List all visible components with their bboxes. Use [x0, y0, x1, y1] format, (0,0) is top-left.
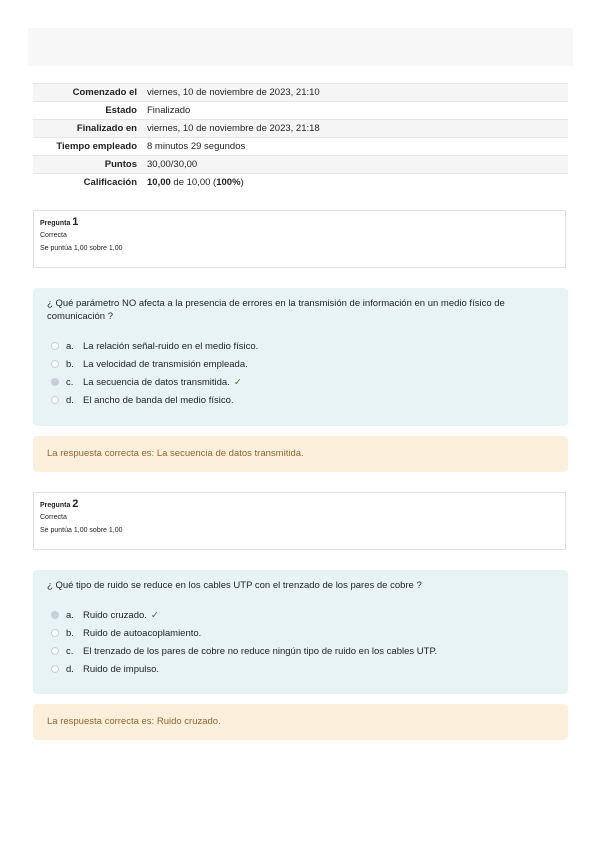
answer-option[interactable]	[47, 660, 554, 678]
check-icon: ✓	[233, 376, 242, 388]
question-info-1	[33, 210, 566, 268]
grade-of: de 10,00	[173, 177, 211, 188]
top-header-bar	[28, 28, 573, 66]
summary-row-state	[33, 102, 568, 120]
answer-option[interactable]	[47, 624, 554, 642]
question-state: Correcta	[40, 232, 67, 239]
option-letter: b.	[66, 627, 74, 639]
summary-value: viernes, 10 de noviembre de 2023, 21:10	[147, 87, 320, 98]
option-letter: a.	[66, 609, 74, 621]
option-text: El ancho de banda del medio físico.	[83, 394, 234, 406]
summary-label: Tiempo empleado	[56, 141, 137, 152]
question-state: Correcta	[40, 514, 67, 521]
summary-row-grade	[33, 174, 568, 192]
question-info-2	[33, 492, 566, 550]
answer-option[interactable]	[47, 606, 554, 624]
summary-label: Comenzado el	[72, 87, 137, 98]
question-content-1	[33, 288, 568, 426]
option-letter: d.	[66, 663, 74, 675]
answer-option[interactable]	[47, 337, 554, 355]
summary-row-finished	[33, 120, 568, 138]
radio-icon[interactable]	[51, 629, 59, 637]
question-content-2	[33, 570, 568, 694]
summary-row-started	[33, 84, 568, 102]
summary-row-points	[33, 156, 568, 174]
option-text: La relación señal-ruido en el medio físico.	[83, 340, 259, 352]
question-label: Pregunta	[40, 220, 71, 227]
option-text: Ruido de impulso.	[83, 663, 160, 675]
summary-label: Calificación	[83, 177, 137, 188]
summary-value: 10,00 de 10,00 (100%)	[147, 177, 244, 188]
option-letter: a.	[66, 340, 74, 352]
answer-option[interactable]	[47, 373, 554, 391]
grade-value: 10,00	[147, 177, 171, 188]
question-label: Pregunta	[40, 502, 71, 509]
option-letter: b.	[66, 358, 74, 370]
question-number	[40, 217, 559, 229]
radio-icon[interactable]	[51, 647, 59, 655]
attempt-summary-table	[33, 83, 568, 191]
radio-icon[interactable]	[51, 611, 59, 619]
summary-row-time	[33, 138, 568, 156]
question-mark: Se puntúa 1,00 sobre 1,00	[40, 245, 123, 252]
option-text: El trenzado de los pares de cobre no reduce ningún tipo de ruido en los cables UTP.	[83, 645, 438, 657]
option-letter: d.	[66, 394, 74, 406]
summary-label: Estado	[105, 105, 137, 116]
radio-icon[interactable]	[51, 342, 59, 350]
answer-option[interactable]	[47, 355, 554, 373]
answer-option[interactable]	[47, 642, 554, 660]
question-number-value: 2	[72, 498, 79, 510]
grade-percent: 100%	[216, 177, 241, 188]
answer-option[interactable]	[47, 391, 554, 409]
question-number	[40, 499, 559, 511]
summary-value: viernes, 10 de noviembre de 2023, 21:18	[147, 123, 320, 134]
question-text: ¿ Qué parámetro NO afecta a la presencia de errores en la transmisión de información en un medio físico de comunicación ?	[47, 298, 505, 322]
radio-icon[interactable]	[51, 396, 59, 404]
option-text: Ruido de autoacoplamiento.	[83, 627, 202, 639]
summary-value: Finalizado	[147, 105, 191, 116]
question-mark: Se puntúa 1,00 sobre 1,00	[40, 527, 123, 534]
option-text: La velocidad de transmisión empleada.	[83, 358, 248, 370]
question-number-value: 1	[72, 216, 79, 228]
radio-icon[interactable]	[51, 665, 59, 673]
summary-value: 30,00/30,00	[147, 159, 198, 170]
check-icon: ✓	[150, 609, 159, 621]
correct-answer-feedback-1: La respuesta correcta es: La secuencia de datos transmitida.	[33, 436, 568, 472]
option-text: Ruido cruzado.	[83, 609, 147, 621]
option-letter: c.	[66, 376, 74, 388]
question-text: ¿ Qué tipo de ruido se reduce en los cables UTP con el trenzado de los pares de cobre ?	[47, 580, 422, 591]
correct-answer-feedback-2: La respuesta correcta es: Ruido cruzado.	[33, 704, 568, 740]
summary-label: Puntos	[104, 159, 137, 170]
option-letter: c.	[66, 645, 74, 657]
summary-value: 8 minutos 29 segundos	[147, 141, 246, 152]
radio-icon[interactable]	[51, 360, 59, 368]
option-text: La secuencia de datos transmitida.	[83, 376, 230, 388]
radio-icon[interactable]	[51, 378, 59, 386]
summary-label: Finalizado en	[76, 123, 137, 134]
